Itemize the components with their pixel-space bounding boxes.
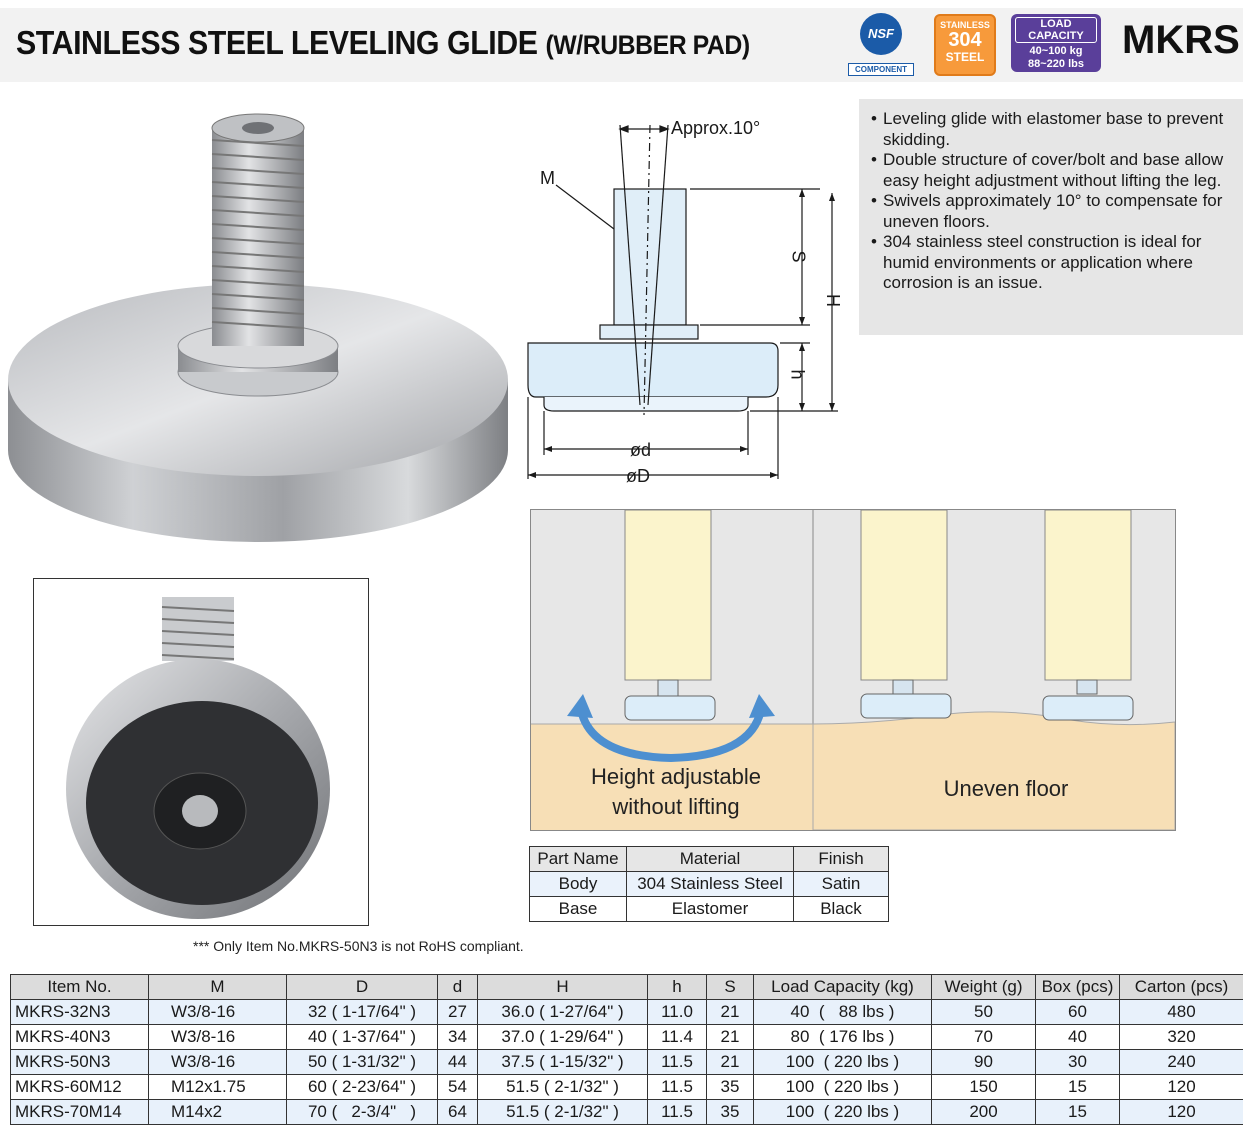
table-cell: Satin bbox=[794, 872, 889, 897]
table-cell: 34 bbox=[438, 1025, 478, 1050]
nsf-badge bbox=[848, 13, 914, 77]
drawing-base bbox=[528, 343, 778, 397]
table-cell: Base bbox=[530, 897, 627, 922]
product-photo-main bbox=[0, 100, 510, 560]
table-cell: M12x1.75 bbox=[149, 1075, 287, 1100]
table-cell: MKRS-60M12 bbox=[11, 1075, 149, 1100]
table-cell: 100 ( 220 lbs ) bbox=[754, 1075, 932, 1100]
feature-item: • 304 stainless steel construction is ideal for humid environments or application where corrosion is an issue. bbox=[883, 232, 1235, 294]
table-cell: 90 bbox=[932, 1050, 1036, 1075]
table-cell: 44 bbox=[438, 1050, 478, 1075]
table-cell: W3/8-16 bbox=[149, 1025, 287, 1050]
d-small-label: ød bbox=[630, 440, 652, 460]
table-cell: 60 bbox=[1036, 1000, 1120, 1025]
nsf-component-label: COMPONENT bbox=[848, 63, 914, 76]
table-cell: MKRS-70M14 bbox=[11, 1100, 149, 1125]
thread-label: M bbox=[540, 168, 555, 188]
table-cell: 120 bbox=[1120, 1075, 1243, 1100]
spec-header: S bbox=[707, 975, 754, 1000]
spec-header: h bbox=[648, 975, 707, 1000]
table-cell: MKRS-40N3 bbox=[11, 1025, 149, 1050]
spec-header: Item No. bbox=[11, 975, 149, 1000]
table-cell: 80 ( 176 lbs ) bbox=[754, 1025, 932, 1050]
stainless-line2: 304 bbox=[948, 29, 982, 51]
table-cell: 50 bbox=[932, 1000, 1036, 1025]
spec-header: M bbox=[149, 975, 287, 1000]
table-cell: 32 ( 1-17/64" ) bbox=[287, 1000, 438, 1025]
table-cell: 11.5 bbox=[648, 1050, 707, 1075]
table-row bbox=[530, 897, 889, 922]
spec-header-row bbox=[11, 975, 1243, 1000]
table-cell: 60 ( 2-23/64" ) bbox=[287, 1075, 438, 1100]
table-cell: MKRS-32N3 bbox=[11, 1000, 149, 1025]
material-header: Part Name bbox=[530, 847, 627, 872]
table-cell: 51.5 ( 2-1/32" ) bbox=[478, 1075, 648, 1100]
caption-line-1: Height adjustable bbox=[590, 764, 761, 789]
h-lower-dimension-label: h bbox=[787, 369, 808, 380]
table-cell: 27 bbox=[438, 1000, 478, 1025]
table-cell: 11.5 bbox=[648, 1100, 707, 1125]
table-cell: 51.5 ( 2-1/32" ) bbox=[478, 1100, 648, 1125]
feature-item: • Swivels approximately 10° to compensate for uneven floors. bbox=[883, 191, 1235, 232]
feature-item: • Double structure of cover/bolt and base allow easy height adjustment without lifting the leg. bbox=[883, 150, 1235, 191]
table-cell: 40 ( 1-37/64" ) bbox=[287, 1025, 438, 1050]
height-adjustable-caption bbox=[551, 762, 801, 822]
material-header: Finish bbox=[794, 847, 889, 872]
table-row bbox=[11, 1075, 1243, 1100]
spec-header: Box (pcs) bbox=[1036, 975, 1120, 1000]
table-row bbox=[11, 1025, 1243, 1050]
table-cell: 50 ( 1-31/32" ) bbox=[287, 1050, 438, 1075]
table-cell: 64 bbox=[438, 1100, 478, 1125]
stainless-304-badge bbox=[934, 14, 996, 76]
technical-drawing bbox=[520, 105, 860, 495]
table-cell: 120 bbox=[1120, 1100, 1243, 1125]
table-cell: MKRS-50N3 bbox=[11, 1050, 149, 1075]
product-photo-bottom-frame bbox=[33, 578, 369, 926]
table-cell: 30 bbox=[1036, 1050, 1120, 1075]
angle-label: Approx.10° bbox=[671, 118, 761, 138]
product-photo-bottom bbox=[34, 579, 368, 925]
model-code: MKRS bbox=[1122, 18, 1240, 62]
table-cell: 21 bbox=[707, 1025, 754, 1050]
table-cell: 240 bbox=[1120, 1050, 1243, 1075]
table-cell: 100 ( 220 lbs ) bbox=[754, 1100, 932, 1125]
rohs-note: *** Only Item No.MKRS-50N3 is not RoHS compliant. bbox=[193, 938, 524, 954]
table-cell: W3/8-16 bbox=[149, 1000, 287, 1025]
table-cell: 54 bbox=[438, 1075, 478, 1100]
s-dimension-label: S bbox=[788, 250, 809, 263]
table-cell: 11.0 bbox=[648, 1000, 707, 1025]
table-cell: Body bbox=[530, 872, 627, 897]
nsf-logo: NSF bbox=[860, 13, 902, 55]
table-row bbox=[11, 1100, 1243, 1125]
table-cell: 35 bbox=[707, 1075, 754, 1100]
table-cell: 21 bbox=[707, 1000, 754, 1025]
table-cell: 200 bbox=[932, 1100, 1036, 1125]
table-row bbox=[11, 1000, 1243, 1025]
spec-header: Load Capacity (kg) bbox=[754, 975, 932, 1000]
title-main: STAINLESS STEEL LEVELING GLIDE bbox=[16, 24, 538, 61]
table-cell: 37.0 ( 1-29/64" ) bbox=[478, 1025, 648, 1050]
load-capacity-title: LOAD CAPACITY bbox=[1015, 17, 1097, 43]
load-capacity-lbs: 88~220 lbs bbox=[1028, 58, 1084, 70]
table-row bbox=[11, 1050, 1243, 1075]
spec-header: Weight (g) bbox=[932, 975, 1036, 1000]
table-cell: 304 Stainless Steel bbox=[627, 872, 794, 897]
title-sub: (W/RUBBER PAD) bbox=[545, 30, 750, 60]
feature-item: • Leveling glide with elastomer base to prevent skidding. bbox=[883, 109, 1235, 150]
features-list bbox=[859, 99, 1243, 294]
usage-illustrations bbox=[530, 509, 1176, 831]
table-cell: W3/8-16 bbox=[149, 1050, 287, 1075]
spec-header: Carton (pcs) bbox=[1120, 975, 1243, 1000]
drawing-bolt bbox=[614, 189, 686, 325]
load-capacity-kg: 40~100 kg bbox=[1029, 45, 1083, 57]
table-cell: 11.5 bbox=[648, 1075, 707, 1100]
table-cell: 70 bbox=[932, 1025, 1036, 1050]
table-cell: 100 ( 220 lbs ) bbox=[754, 1050, 932, 1075]
table-cell: 21 bbox=[707, 1050, 754, 1075]
table-cell: 40 bbox=[1036, 1025, 1120, 1050]
table-cell: 35 bbox=[707, 1100, 754, 1125]
spec-header: d bbox=[438, 975, 478, 1000]
table-cell: 320 bbox=[1120, 1025, 1243, 1050]
load-capacity-badge bbox=[1011, 14, 1101, 72]
table-cell: 150 bbox=[932, 1075, 1036, 1100]
uneven-floor-caption: Uneven floor bbox=[943, 776, 1069, 801]
table-cell: 11.4 bbox=[648, 1025, 707, 1050]
spec-header: D bbox=[287, 975, 438, 1000]
table-cell: 40 ( 88 lbs ) bbox=[754, 1000, 932, 1025]
d-large-label: øD bbox=[626, 466, 650, 486]
features-box bbox=[859, 99, 1243, 335]
material-header: Material bbox=[627, 847, 794, 872]
table-cell: Elastomer bbox=[627, 897, 794, 922]
table-cell: 70 ( 2-3/4" ) bbox=[287, 1100, 438, 1125]
table-cell: 15 bbox=[1036, 1075, 1120, 1100]
spec-table bbox=[10, 974, 1243, 1125]
page-title bbox=[16, 24, 750, 62]
table-row bbox=[530, 872, 889, 897]
table-cell: 37.5 ( 1-15/32" ) bbox=[478, 1050, 648, 1075]
table-cell: 480 bbox=[1120, 1000, 1243, 1025]
spec-header: H bbox=[478, 975, 648, 1000]
stainless-line1: STAINLESS bbox=[940, 20, 990, 30]
table-cell: Black bbox=[794, 897, 889, 922]
h-upper-dimension-label: H bbox=[823, 294, 843, 307]
table-cell: 36.0 ( 1-27/64" ) bbox=[478, 1000, 648, 1025]
table-cell: M14x2 bbox=[149, 1100, 287, 1125]
table-cell: 15 bbox=[1036, 1100, 1120, 1125]
caption-line-2: without lifting bbox=[612, 794, 740, 819]
material-table bbox=[529, 846, 889, 922]
stainless-line3: STEEL bbox=[945, 50, 985, 64]
